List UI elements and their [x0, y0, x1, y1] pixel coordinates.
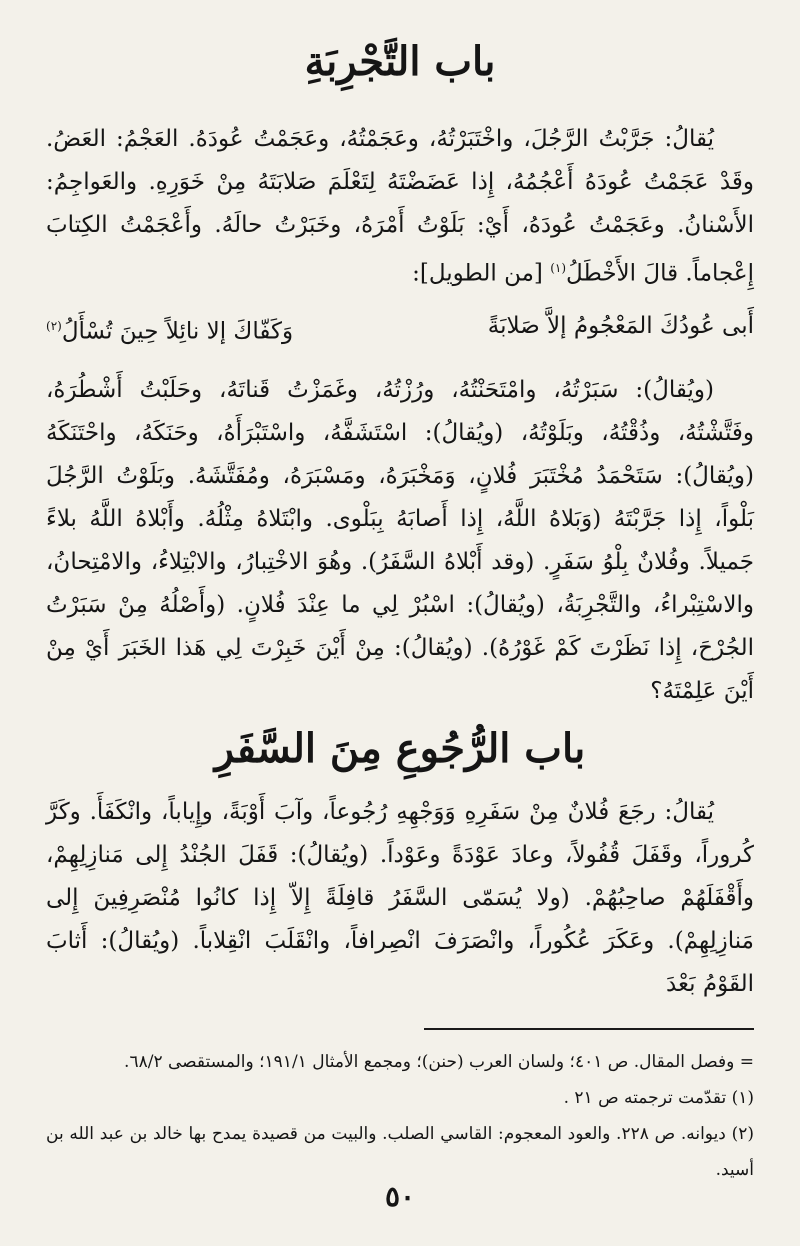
- verse-first-hemistich: أَبى عُودُكَ المَعْجُومُ إلاَّ صَلابَةً: [487, 312, 754, 339]
- poetry-verse: [46, 306, 754, 352]
- footnote-ref-2: (٢): [46, 318, 62, 333]
- verse-second-hemistich-wrap: [46, 306, 293, 352]
- chapter-title-return: باب الرُّجُوعِ مِنَ السَّفَرِ: [214, 725, 586, 773]
- verse-second-hemistich: وَكَفّاكَ إلا نائِلاً حِينَ تُسْأَلُ: [61, 318, 294, 345]
- footnote-continuation: = وفصل المقال. ص ٤٠١؛ ولسان العرب (حنن)؛ ومجمع الأمثال ١٩١/١؛ والمستقصى ٦٨/٢.: [46, 1044, 754, 1080]
- paragraph-return-1: يُقالُ: رجَعَ فُلانٌ مِنْ سَفَرِهِ وَوَجْهِهِ رُجُوعاً، وآبَ أَوْبَةً، وإِياباً، وانْكَفَأَ. وكَرَّ كُروراً، وقَفَلَ قُفُولاً، وعادَ عَوْدَةً وعَوْداً. (ويُقالُ): قَفَلَ الجُنْدُ إِلى مَنازِلِهِمْ، وأَقْفَلَهُمْ صاحِبُهُمْ. (ولا يُسَمّى السَّفَرُ قافِلَةً إِلاّ إِذا كانُوا مُنْصَرِفِينَ إِلى مَنازِلِهِمْ). وعَكَرَ عُكُوراً، وانْصَرَفَ انْصِرافاً، وانْقَلَبَ انْقِلاباً. (ويُقالُ): أَثابَ القَوْمُ بَعْدَ: [46, 799, 754, 998]
- footnote-1: (١) تقدّمت ترجمته ص ٢١ .: [563, 1088, 754, 1109]
- page-number: ٥٠: [384, 1180, 416, 1213]
- footnote-2: (٢) ديوانه. ص ٢٢٨. والعود المعجوم: القاسي الصلب. والبيت من قصيدة يمدح بها خالد بن عبد الله بن أسيد.: [46, 1124, 754, 1181]
- paragraph-text: يُقالُ: جَرَّبْتُ الرَّجُلَ، واخْتَبَرْتُهُ، وعَجَمْتُهُ، وعَجَمْتُ عُودَهُ. العَجْمُ: العَضُ. وقَدْ عَجَمْتُ عُودَهُ أَعْجُمُهُ، إِذا عَضَضْتَهُ لِتَعْلَمَ صَلابَتَهُ مِنْ خَوَرِهِ. والعَواجِمُ: الأَسْنانُ. وعَجَمْتُ عُودَهُ، أَيْ: بَلَوْتُ أَمْرَهُ، وخَبَرْتُ حالَهُ. وأَعْجَمْتُ الكِتابَ إِعْجاماً. قالَ الأَخْطَلُ: [46, 126, 754, 287]
- footnote-ref-1: (١): [550, 261, 567, 275]
- footnote-divider: [424, 1028, 754, 1030]
- chapter-title-experience: باب التَّجْرِبَةِ: [304, 38, 496, 85]
- meter-label: [من الطويل]:: [412, 260, 543, 287]
- paragraph-experience-1: [46, 118, 754, 296]
- paragraph-experience-2: (ويُقالُ): سَبَرْتُهُ، وامْتَحَنْتُهُ، ورُزْتُهُ، وغَمَزْتُ قَناتَهُ، وحَلَبْتُ أَشْطُرَهُ، وفَتَّشْتُهُ، وذُقْتُهُ، وبَلَوْتُهُ، (ويُقالُ): اسْتَشَفَّهُ، واسْتَبْرَأَهُ، وحَنَكَهُ، واحْتَنَكَهُ (ويُقالُ): سَتَحْمَدُ مُخْتَبَرَ فُلانٍ، وَمَخْبَرَهُ، ومَسْبَرَهُ، ومُفَتَّشَهُ. وبَلَوْتُ الرَّجُلَ بَلْواً، إِذا جَرَّبْتَهُ (وَبَلاهُ اللَّهُ، إِذا أَصابَهُ بِبَلْوى. وابْتَلاهُ مِثْلُهُ. وأَبْلاهُ اللَّهُ بلاءً جَميلاً. وفُلانٌ بِلْوُ سَفَرٍ. (وقد أَبْلاهُ السَّفَرُ). وهُوَ الاخْتِبارُ، والابْتِلاءُ، والامْتِحانُ، والاسْتِبْراءُ، والتَّجْرِبَةُ، (ويُقالُ): اسْبُرْ لِي ما عِنْدَ فُلانٍ. (وأَصْلُهُ مِنْ سَبَرْتُ الجُرْحَ، إِذا نَظَرْتَ كَمْ غَوْرُهُ). (ويُقالُ): مِنْ أَيْنَ خَبِرْتَ لِي هَذا الخَبَرَ أَيْ مِنْ أَيْنَ عَلِمْتَهُ؟: [46, 377, 754, 705]
